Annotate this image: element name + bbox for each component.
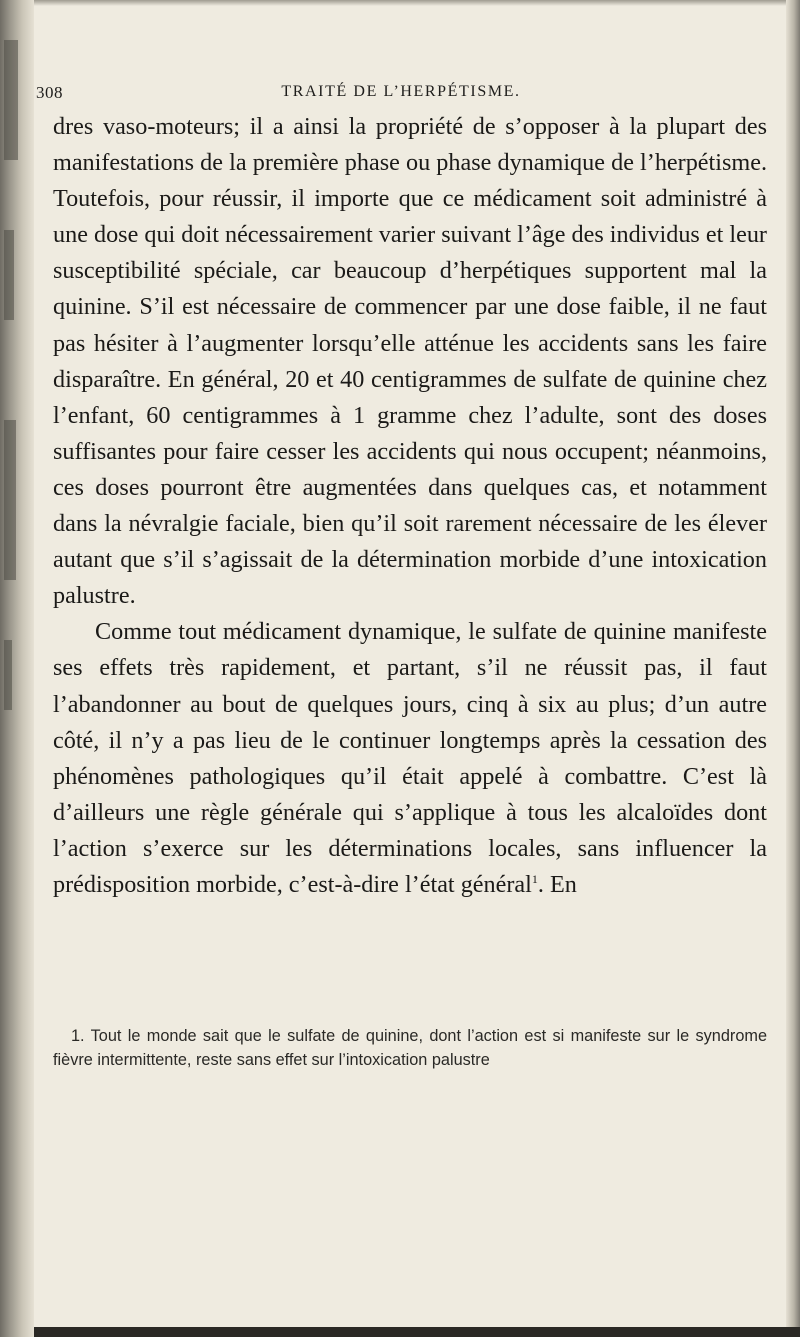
gutter-shadow: [4, 40, 18, 160]
running-title: TRAITÉ DE L’HERPÉTISME.: [281, 83, 521, 100]
paragraph-2: [53, 614, 767, 903]
footnote: 1. Tout le monde sait que le sulfate de quinine, dont l’action est si manifeste sur le syndrome fièvre intermittente, reste sans effet sur l’intoxication palustre: [53, 1027, 767, 1069]
page-top-edge: [34, 0, 800, 6]
binding-gutter: [0, 0, 34, 1337]
paragraph-1: dres vaso-moteurs; il a ainsi la propriété de s’opposer à la plupart des manifestations de la première phase ou phase dynamique de l’herpétisme. Toutefois, pour réussir, il importe que ce médicament soit administré à une dose qui doit nécessairement varier suivant l’âge des individus et leur susceptibilité spéciale, car beaucoup d’herpétiques supportent mal la quinine. S’il est nécessaire de commencer par une dose faible, il ne faut pas hésiter à l’augmenter lorsqu’elle atténue les accidents sans les faire disparaître. En général, 20 et 40 centigrammes de sulfate de quinine chez l’enfant, 60 centigrammes à 1 gramme chez l’adulte, sont des doses suffisantes pour faire cesser les accidents qui nous occupent; néanmoins, ces doses pourront être augmentées dans quelques cas, et notamment dans la névralgie faciale, bien qu’il soit rarement nécessaire de les élever autant que s’il s’agissait de la détermination morbide d’une intoxication palustre.: [53, 113, 767, 610]
footnote-marker: 1: [531, 871, 538, 886]
body-text: [53, 109, 767, 903]
paragraph-2-end: . En: [537, 870, 577, 898]
page-bottom-edge: [34, 1327, 800, 1337]
page-number: 308: [36, 83, 63, 102]
page-right-edge: [786, 0, 800, 1337]
gutter-shadow: [4, 230, 14, 320]
gutter-shadow: [4, 640, 12, 710]
paragraph-2-text: Comme tout médicament dynamique, le sulfate de quinine manifeste ses effets très rapidement, et partant, s’il ne réussit pas, il faut l’abandonner au bout de quelques jours, cinq à six au plus; d’un autre côté, il n’y a pas lieu de le continuer longtemps après la cessation des phénomènes pathologiques qu’il était appelé à combattre. C’est là d’ailleurs une règle générale qui s’applique à tous les alcaloïdes dont l’action s’exerce sur les déterminations locales, sans influencer la prédisposition morbide, c’est-à-dire l’état général: [53, 618, 767, 898]
running-head: [36, 83, 766, 107]
gutter-shadow: [4, 420, 16, 580]
